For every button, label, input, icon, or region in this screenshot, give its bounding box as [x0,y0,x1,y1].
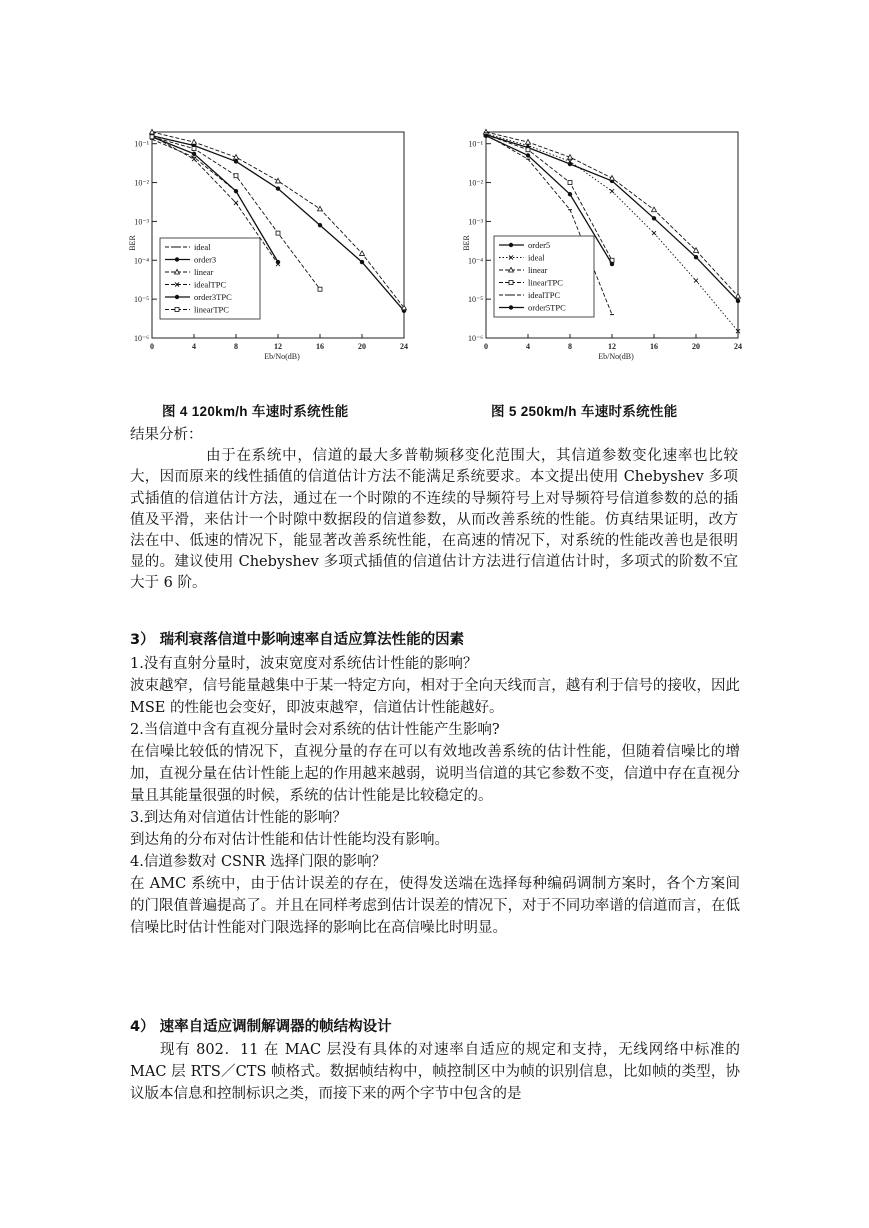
legend-label: idealTPC [528,290,561,300]
x-tick-label: 24 [400,342,408,351]
marker-dot [175,295,179,299]
question-4: 4.信道参数对 CSNR 选择门限的影响？ [130,854,387,870]
y-tick-label: 10⁻¹ [134,139,149,149]
y-axis-label: BER [462,235,471,251]
question-2: 2.当信道中含有直视分量时会对系统的估计性能产生影响? [130,722,500,738]
marker-square [175,308,179,312]
section-4-title: 4） 速率自适应调制解调器的帧结构设计 [130,1019,392,1035]
x-tick-label: 0 [150,342,154,351]
marker-triangle [526,139,531,144]
y-tick-label: 10⁻³ [468,217,483,227]
x-tick-label: 24 [734,342,742,351]
marker-square [526,148,530,152]
legend-label: order3 [194,254,217,265]
marker-triangle [318,206,323,211]
marker-dot [509,305,513,309]
figure-4 [126,122,418,394]
marker-dot [568,192,572,196]
marker-dot [276,260,280,264]
legend-label: order5TPC [528,302,566,313]
answer-3: 到达角的分布对估计性能和估计性能均没有影响。 [130,832,449,848]
marker-square [192,147,196,151]
marker-triangle [360,251,365,256]
result-paragraph: 由于在系统中，信道的最大多普勒频移变化范围大，其信道参数变化速率也比较大，因而原来的线性插值的信道估计方法不能满足系统要求。本文提出使用 Chebyshev 多项式插值的信道估计方法，通过在一个时隙的不连续的导频符号上对导频符号信道参数的总的插值及平滑，来估计一个时隙中数据段的信道参数，从而改善系统的性能。仿真结果证明，改方法在中、低速的情况下，能显著改善系统性能，在高速的情况下，对系统的性能改善也是很明显的。建议使用 Chebyshev 多项式插值的信道估计方法进行信道估计时，多项式的阶数不宜大于 6 阶。 [130,448,738,592]
figure-4-caption: 图 4 120km/h 车速时系统性能 [162,404,349,419]
question-1: 1.没有直射分量时，波束宽度对系统估计性能的影响？ [130,656,478,672]
marker-dot [360,260,364,264]
answer-1: 波束越窄，信号能量越集中于某一特定方向，相对于全向天线而言，越有利于信号的接收，因此 MSE 的性能也会变好，即波束越窄，信道估计性能越好。 [130,678,740,716]
section-3-title: 3） 瑞利衰落信道中影响速率自适应算法性能的因素 [130,632,465,648]
marker-dot [610,262,614,266]
x-axis-label: Eb/No(dB) [264,352,300,361]
legend-label: order5 [528,240,551,250]
legend-label: ideal [528,252,545,263]
x-tick-label: 16 [316,342,324,351]
y-tick-label: 10⁻⁶ [467,334,483,343]
legend-label: idealTPC [194,279,227,290]
legend-label: linearTPC [528,277,563,288]
y-tick-label: 10⁻⁴ [133,256,149,266]
marker-square [150,135,154,139]
result-heading: 结果分析： [130,427,203,443]
chart-fig5 [460,122,752,394]
marker-triangle [736,293,741,298]
section-4-paragraph: 现有 802．11 在 MAC 层没有具体的对速率自适应的规定和支持，无线网络中标准的 MAC 层 RTS／CTS 帧格式。数据帧结构中，帧控制区中为帧的识别信息，比如帧的类型，协议版本信息和控制标识之类，而接下来的两个字节中包含的是 [130,1042,740,1102]
marker-triangle [610,176,615,181]
marker-dot [234,159,238,163]
y-tick-label: 10⁻² [134,178,149,188]
marker-square [318,287,322,291]
y-tick-label: 10⁻¹ [468,139,483,149]
x-tick-label: 20 [358,342,366,351]
marker-dot [526,153,530,157]
y-tick-label: 10⁻⁵ [133,295,149,305]
marker-dot [234,189,238,193]
chart-fig4 [126,122,418,394]
legend-label: linear [194,267,214,277]
legend-label: linear [528,265,548,275]
legend-label: ideal [194,242,211,252]
y-tick-label: 10⁻⁴ [467,256,483,266]
x-tick-label: 4 [526,342,530,351]
marker-dot [652,216,656,220]
marker-square [234,174,238,178]
result-section [130,425,740,595]
marker-dot [509,243,513,247]
y-tick-label: 10⁻³ [134,217,149,227]
marker-triangle [276,178,281,183]
section-4 [130,1015,740,1105]
figure-5 [460,122,752,394]
marker-square [276,231,280,235]
marker-square [509,281,513,285]
x-tick-label: 12 [274,342,282,351]
marker-dot [484,134,488,138]
x-tick-label: 8 [568,342,572,351]
x-tick-label: 8 [234,342,238,351]
marker-dot [318,223,322,227]
figure-5-caption: 图 5 250km/h 车速时系统性能 [491,404,678,419]
x-tick-label: 0 [484,342,488,351]
marker-dot [276,186,280,190]
marker-dot [736,299,740,303]
marker-square [568,181,572,185]
answer-4: 在 AMC 系统中，由于估计误差的存在，使得发送端在选择每种编码调制方案时，各个方案间的门限值普遍提高了。并且在同样考虑到估计误差的情况下，对于不同功率谱的信道而言，在低信噪比时估计性能对门限选择的影响比在高信噪比时明显。 [130,876,740,936]
marker-triangle [652,207,657,212]
legend-label: linearTPC [194,304,229,315]
x-tick-label: 4 [192,342,196,351]
section-3 [130,628,740,939]
marker-triangle [192,139,197,144]
marker-dot [192,152,196,156]
marker-dot [694,255,698,259]
x-tick-label: 16 [650,342,658,351]
y-tick-label: 10⁻² [468,178,483,188]
x-tick-label: 20 [692,342,700,351]
question-3: 3.到达角对信道估计性能的影响？ [130,810,347,826]
x-tick-label: 12 [608,342,616,351]
y-tick-label: 10⁻⁵ [467,295,483,305]
y-axis-label: BER [128,235,137,251]
answer-2: 在信噪比较低的情况下，直视分量的存在可以有效地改善系统的估计性能，但随着信噪比的增加，直视分量在估计性能上起的作用越来越弱，说明当信道的其它参数不变，信道中存在直视分量且其能量很强的时候，系统的估计性能是比较稳定的。 [130,744,740,804]
marker-dot [175,257,179,261]
y-tick-label: 10⁻⁶ [133,334,149,343]
x-axis-label: Eb/No(dB) [598,352,634,361]
legend-label: order3TPC [194,292,232,302]
